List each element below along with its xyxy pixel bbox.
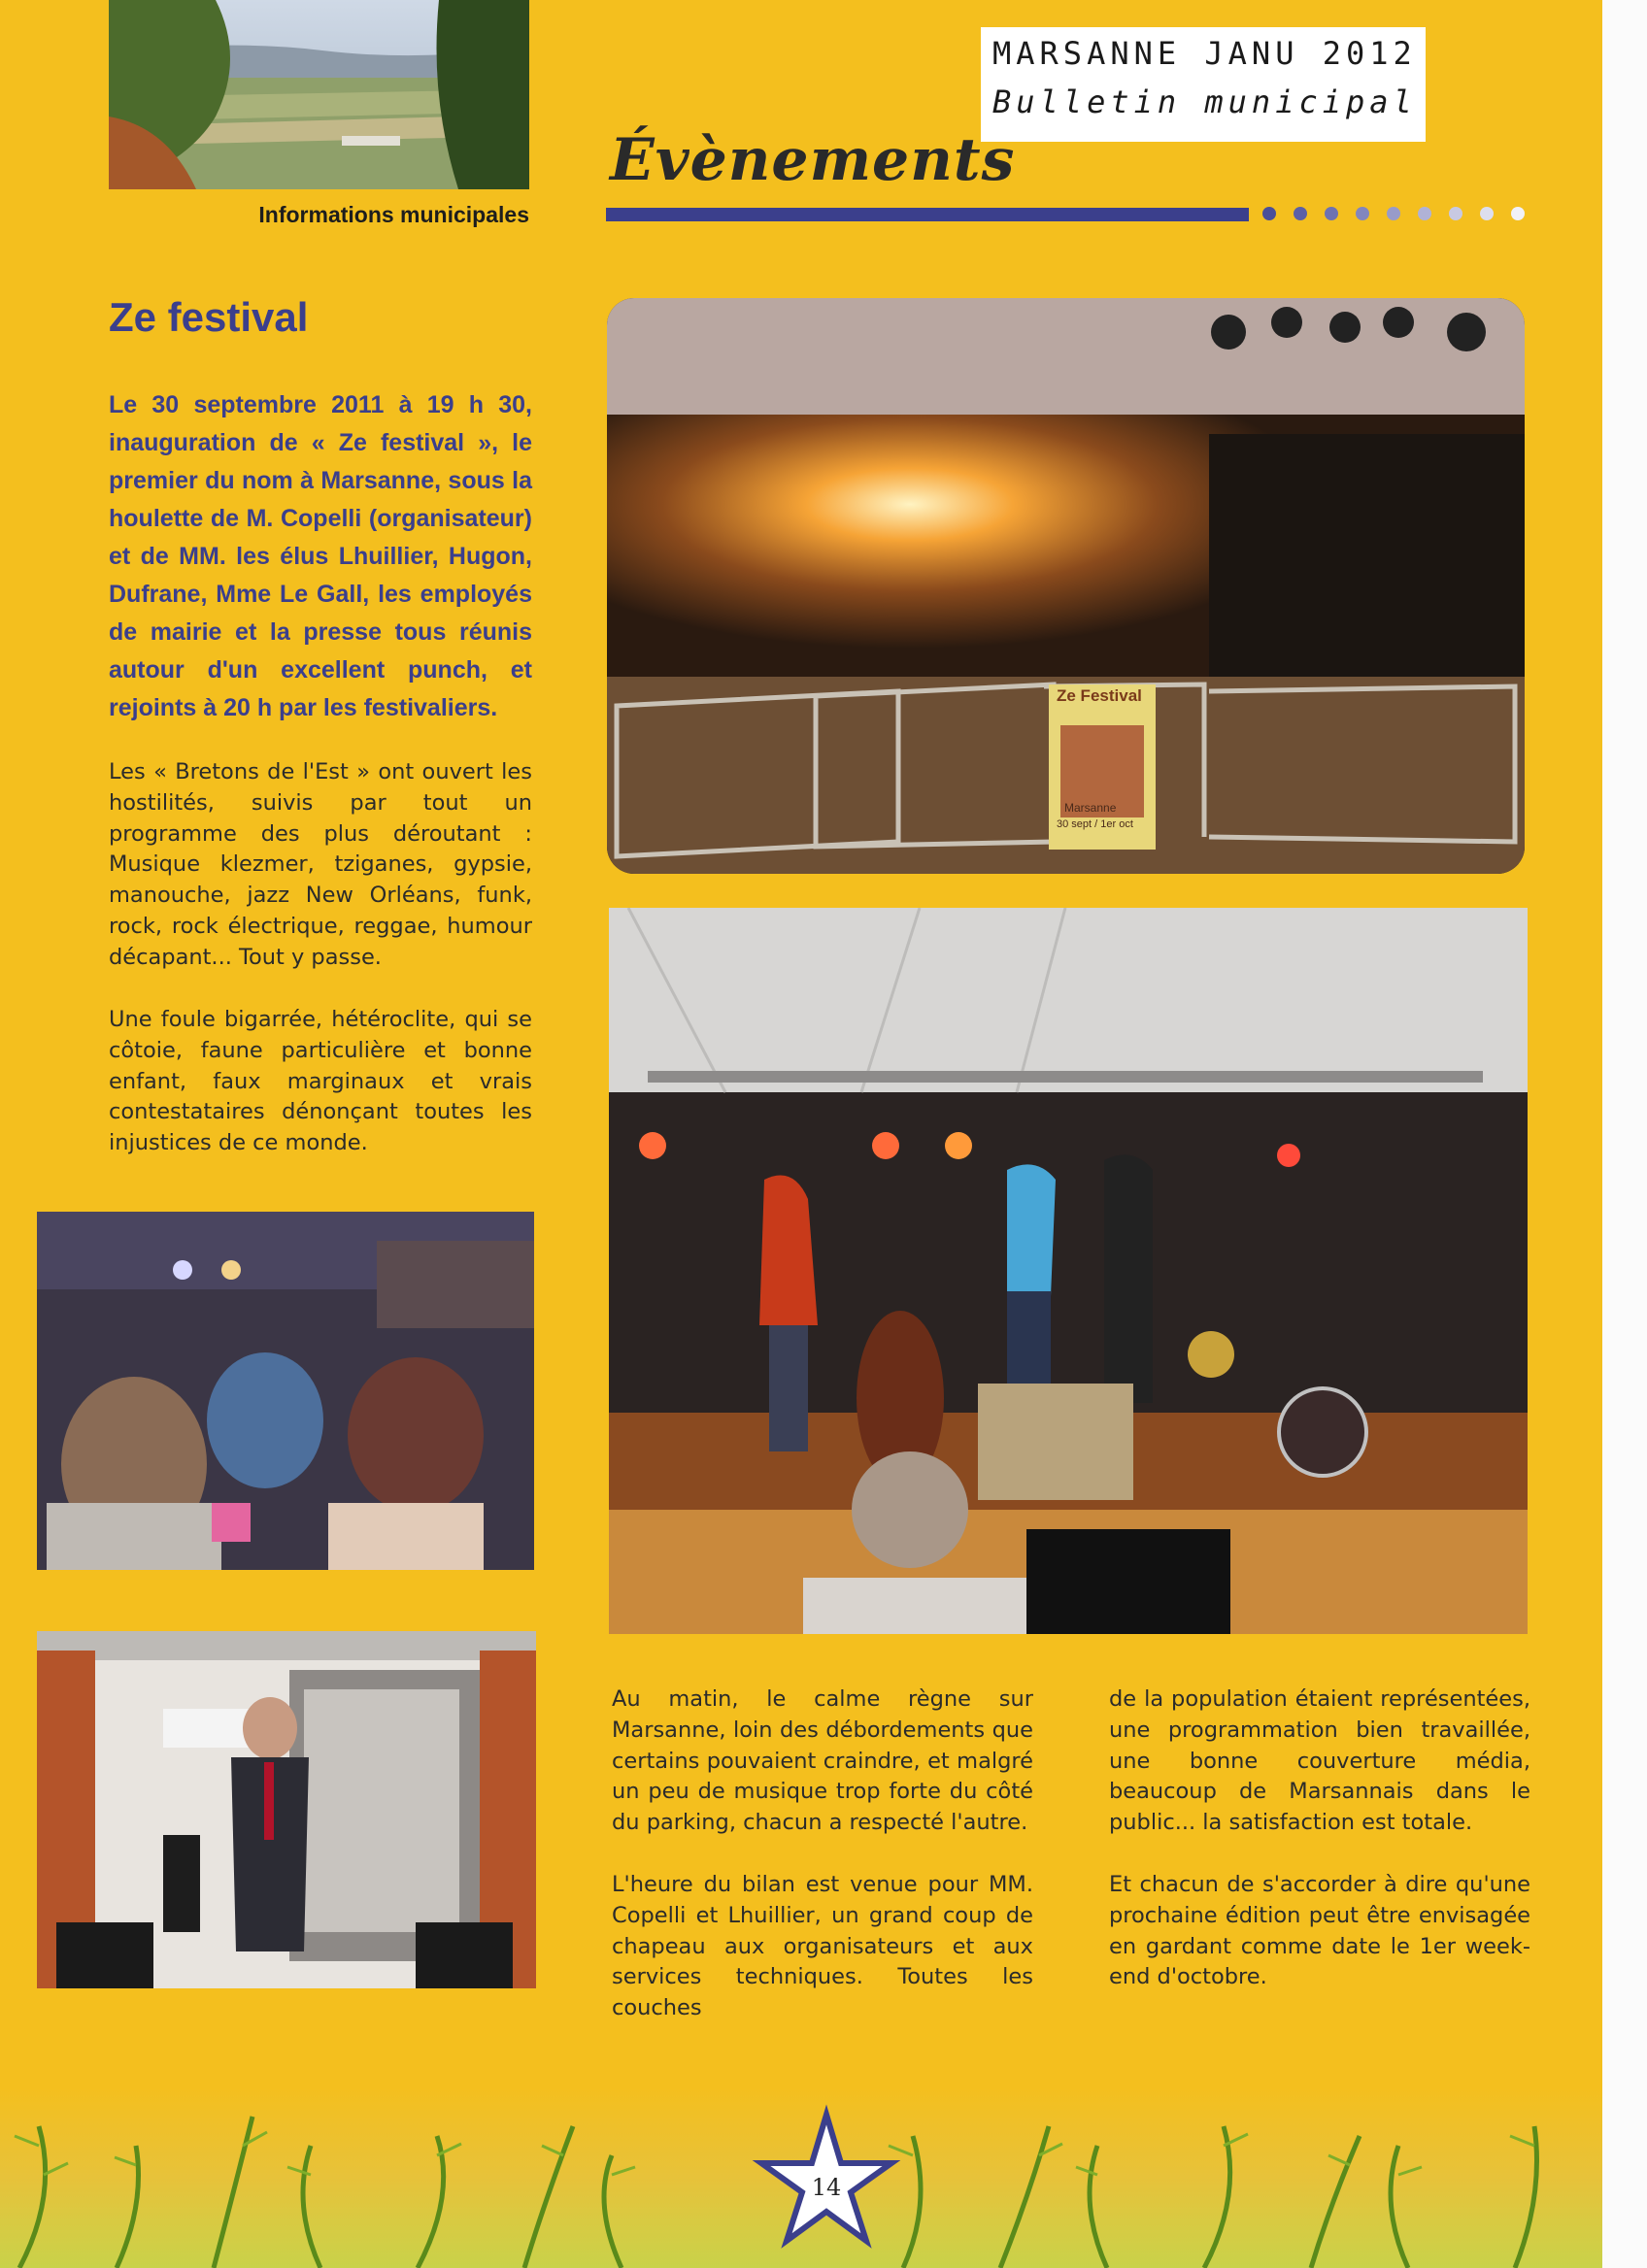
title-dot [1387, 207, 1400, 220]
crowd-photo [37, 1212, 534, 1570]
note-line-2: Bulletin municipal [992, 83, 1417, 120]
handwritten-note [981, 27, 1426, 142]
poster-town: Marsanne [1064, 801, 1117, 815]
article-lead: Le 30 septembre 2011 à 19 h 30, inauguration de « Ze festival », le premier du nom à Marsanne, sous la houlette de M. Copelli (organisateur) et de MM. les élus Lhuillier, Hugon, Dufrane, Mme Le Gall, les employés de mairie et la presse tous réunis autour d'un excellent punch, et rejoints à 20 h par les festivaliers. [109, 391, 532, 721]
section-title: Évènements [610, 126, 1016, 194]
poster-title: Ze Festival [1057, 686, 1142, 705]
article-title: Ze festival [109, 294, 309, 340]
paragraph-3: Au matin, le calme règne sur Marsanne, loin des débordements que certains pouvaient craindre, et malgré un peu de musique trop forte du côté du parking, chacun a respecté l'autre. [612, 1686, 1033, 1836]
section-label: Informations municipales [258, 202, 529, 227]
singer-photo [37, 1631, 536, 1988]
scan-margin [1602, 0, 1647, 2268]
page-number: 14 [811, 2174, 842, 2201]
paragraph-1: Les « Bretons de l'Est » ont ouvert les hostilités, suivis par tout un programme des plus déroutant : Musique klezmer, tziganes, gypsie, manouche, jazz New Orléans, funk, rock, rock électrique, reggae, humour décapant... Tout y passe. [109, 759, 532, 970]
title-dot [1325, 207, 1338, 220]
title-dot [1449, 207, 1462, 220]
paragraph-4: L'heure du bilan est venue pour MM. Copelli et Lhuillier, un grand coup de chapeau aux organisateurs et aux services techniques. Toutes les couches [612, 1872, 1033, 2021]
title-rule [606, 208, 1249, 221]
paragraph-5: de la population étaient représentées, une programmation bien travaillée, une bonne couverture média, beaucoup de Marsannais dans le public... la satisfaction est totale. [1109, 1686, 1530, 1836]
band-on-stage-photo [609, 908, 1528, 1634]
title-dot [1294, 207, 1307, 220]
title-dot [1356, 207, 1369, 220]
festival-poster [1051, 686, 1158, 842]
paragraph-2: Une foule bigarrée, hétéroclite, qui se côtoie, faune particulière et bonne enfant, faux marginaux et vrais contestataires dénonçant toutes les injustices de ce monde. [109, 1007, 532, 1156]
title-dot [1418, 207, 1431, 220]
title-dot [1511, 207, 1525, 220]
paragraph-6: Et chacun de s'accorder à dire qu'une prochaine édition peut être envisagée en gardant comme date le 1er week-end d'octobre. [1109, 1872, 1530, 1990]
note-line-1: MARSANNE JANU 2012 [992, 35, 1417, 72]
title-dot [1480, 207, 1494, 220]
landscape-photo [109, 0, 529, 189]
poster-date: 30 sept / 1er oct [1057, 818, 1133, 830]
title-dot [1262, 207, 1276, 220]
